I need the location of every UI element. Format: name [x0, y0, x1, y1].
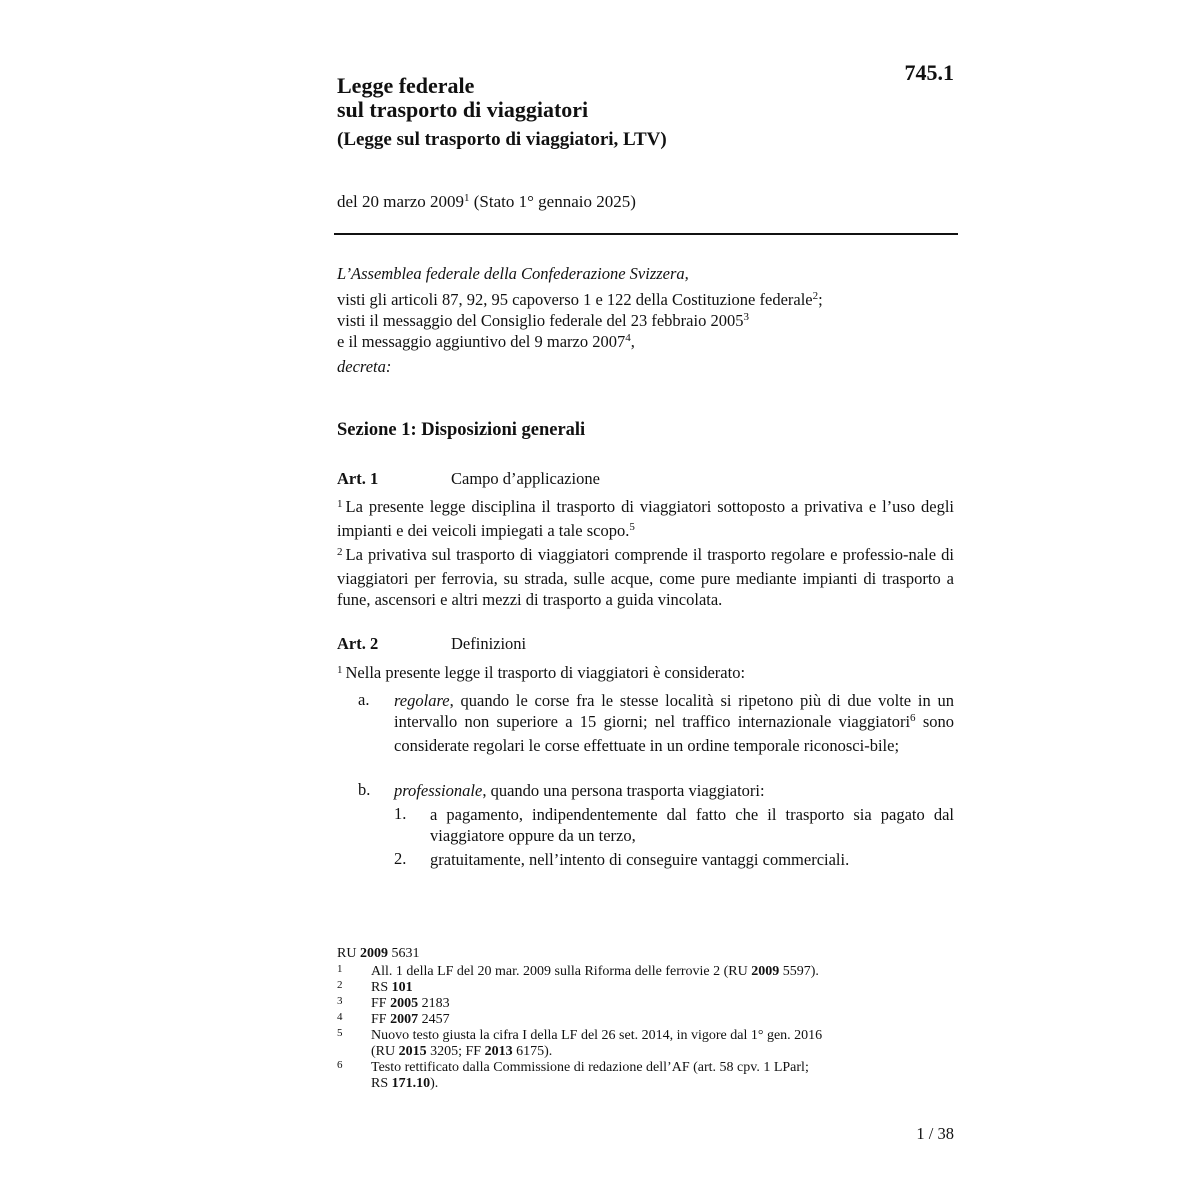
ru-year: 2009: [359, 946, 388, 961]
footnote-3-end: 2183: [418, 996, 450, 1011]
preamble-line-1-end: ;: [818, 290, 823, 309]
preamble-decree: decreta:: [337, 357, 392, 376]
art-1-title: Campo d’applicazione: [451, 469, 600, 488]
footnote-4-text: FF: [371, 1012, 391, 1027]
footnote-3: [337, 996, 897, 1012]
footnote-3-text: FF: [371, 996, 391, 1011]
footnote-ref-6[interactable]: 6: [910, 712, 916, 724]
item-b-letter: b.: [358, 780, 371, 799]
paragraph-number: 1: [337, 664, 343, 676]
footnote-4-end: 2457: [418, 1012, 450, 1027]
preamble-line-3: [337, 332, 635, 352]
paragraph-number: 2: [337, 546, 343, 558]
footnote-2: [337, 980, 897, 996]
art-2-paragraph-1: [337, 662, 954, 686]
footnote-ref-1[interactable]: 1: [464, 192, 470, 204]
title-line-2: sul trasporto di viaggiatori: [337, 97, 589, 122]
preamble-line-3-text: e il messaggio aggiuntivo del 9 marzo 2007: [337, 332, 626, 351]
sub-item-1-text: a pagamento, indipendentemente dal fatto che il trasporto sia pagato dal viaggiatore oppure da un terzo,: [430, 805, 954, 845]
preamble-line-1-text: visti gli articoli 87, 92, 95 capoverso 1 e 122 della Costituzione federale: [337, 290, 813, 309]
state-text: (Stato 1° gennaio 2025): [469, 192, 636, 211]
preamble-line-2-text: visti il messaggio del Consiglio federale del 23 febbraio 2005: [337, 311, 744, 330]
footnote-ref-4[interactable]: 4: [625, 332, 631, 344]
footnote-number: 5: [337, 1027, 343, 1039]
art-2-paragraph-1-text: Nella presente legge il trasporto di viaggiatori è considerato:: [345, 663, 746, 682]
footnote-number: 2: [337, 979, 343, 991]
footnotes: [337, 946, 897, 1092]
preamble-line-1: [337, 290, 823, 310]
footnote-number: 1: [337, 963, 343, 975]
footnote-5-mid: 3205; FF: [426, 1044, 485, 1059]
sub-item-2-text: gratuitamente, nell’intento di conseguire vantaggi commerciali.: [430, 850, 850, 869]
footnote-6-line-2: RS: [371, 1076, 392, 1091]
footnote-number: 4: [337, 1011, 343, 1023]
footnote-1-text: All. 1 della LF del 20 mar. 2009 sulla Riforma delle ferrovie 2 (RU: [371, 964, 752, 979]
footnote-4-bold: 2007: [390, 1012, 419, 1027]
art-1-paragraph-1: [337, 496, 954, 544]
footnote-5: [337, 1028, 897, 1060]
footnote-1-end: 5597).: [779, 964, 819, 979]
footnote-5-end: 6175).: [512, 1044, 553, 1059]
sub-item-1-number: 1.: [394, 804, 407, 823]
page-number: 1 / 38: [916, 1124, 954, 1143]
footnote-6-bold: 171.10: [391, 1076, 431, 1091]
footnote-5-line-2: (RU: [371, 1044, 399, 1059]
paragraph-number: 1: [337, 498, 343, 510]
item-a-letter: a.: [358, 690, 370, 709]
footnote-ref-5[interactable]: 5: [629, 521, 635, 533]
art-2-number: Art. 2: [337, 634, 379, 653]
footnote-5-text: Nuovo testo giusta la cifra I della LF del 26 set. 2014, in vigore dal 1° gen. 2016: [371, 1028, 823, 1043]
footnote-1: [337, 964, 897, 980]
footnote-3-bold: 2005: [390, 996, 419, 1011]
official-collection-ref: [337, 946, 897, 962]
term-regolare: regolare: [394, 691, 450, 710]
law-number: 745.1: [904, 60, 954, 85]
term-professionale: professionale: [394, 781, 483, 800]
item-b-text-rest: , quando una persona trasporta viaggiatori:: [482, 781, 765, 800]
footnote-1-bold: 2009: [751, 964, 780, 979]
header-divider: [334, 233, 958, 235]
footnote-6: [337, 1060, 897, 1092]
date-text: del 20 marzo 2009: [337, 192, 464, 211]
sub-item-2-number: 2.: [394, 849, 407, 868]
subtitle: (Legge sul trasporto di viaggiatori, LTV): [337, 129, 667, 150]
title-line-1: Legge federale: [337, 73, 475, 98]
footnote-2-bold: 101: [391, 980, 413, 995]
footnote-4: [337, 1012, 897, 1028]
footnote-number: 3: [337, 995, 343, 1007]
item-a-text: [394, 690, 954, 756]
footnote-6-text: Testo rettificato dalla Commissione di redazione dell’AF (art. 58 cpv. 1 LParl;: [371, 1060, 809, 1075]
footnote-ref-3[interactable]: 3: [743, 311, 749, 323]
item-a-text-part-1: , quando le corse fra le stesse località si ripetono più di due volte in un intervallo non superiore a 15 giorni; nel traffico internazionale viaggiatori: [394, 691, 954, 731]
item-b-text: [394, 780, 954, 801]
art-1-paragraph-2-text: La privativa sul trasporto di viaggiatori comprende il trasporto regolare e professio-nale di viaggiatori per ferrovia, su strada, sulle acque, come pure mediante impianti di trasporto a fune, ascensori e altri mezzi di trasporto a guida vincolata.: [337, 545, 954, 609]
preamble-assembly: L’Assemblea federale della Confederazione Svizzera,: [337, 264, 689, 283]
footnote-number: 6: [337, 1059, 343, 1071]
footnote-2-text: RS: [371, 980, 392, 995]
art-2-title: Definizioni: [451, 634, 527, 653]
ru-prefix: RU: [337, 946, 360, 961]
footnote-5-bold: 2015: [398, 1044, 427, 1059]
section-title: Sezione 1: Disposizioni generali: [337, 420, 586, 440]
footnote-6-end: ).: [430, 1076, 439, 1091]
preamble-line-2: [337, 311, 749, 331]
footnote-ref-2[interactable]: 2: [812, 290, 819, 302]
art-1-paragraph-2: [337, 544, 954, 610]
footnote-5-bold-2: 2013: [484, 1044, 513, 1059]
item-a-text-part-2: sono considerate regolari le corse effettuate in un ordine temporale riconosci-bile;: [394, 712, 954, 755]
ru-page: 5631: [387, 946, 420, 961]
art-1-paragraph-1-text: La presente legge disciplina il trasporto di viaggiatori sottoposto a privativa e l’uso degli impianti e dei veicoli impiegati a tale scopo.: [337, 497, 954, 540]
art-1-number: Art. 1: [337, 469, 379, 488]
preamble-line-3-end: ,: [630, 332, 635, 351]
enactment-date: [337, 192, 636, 212]
